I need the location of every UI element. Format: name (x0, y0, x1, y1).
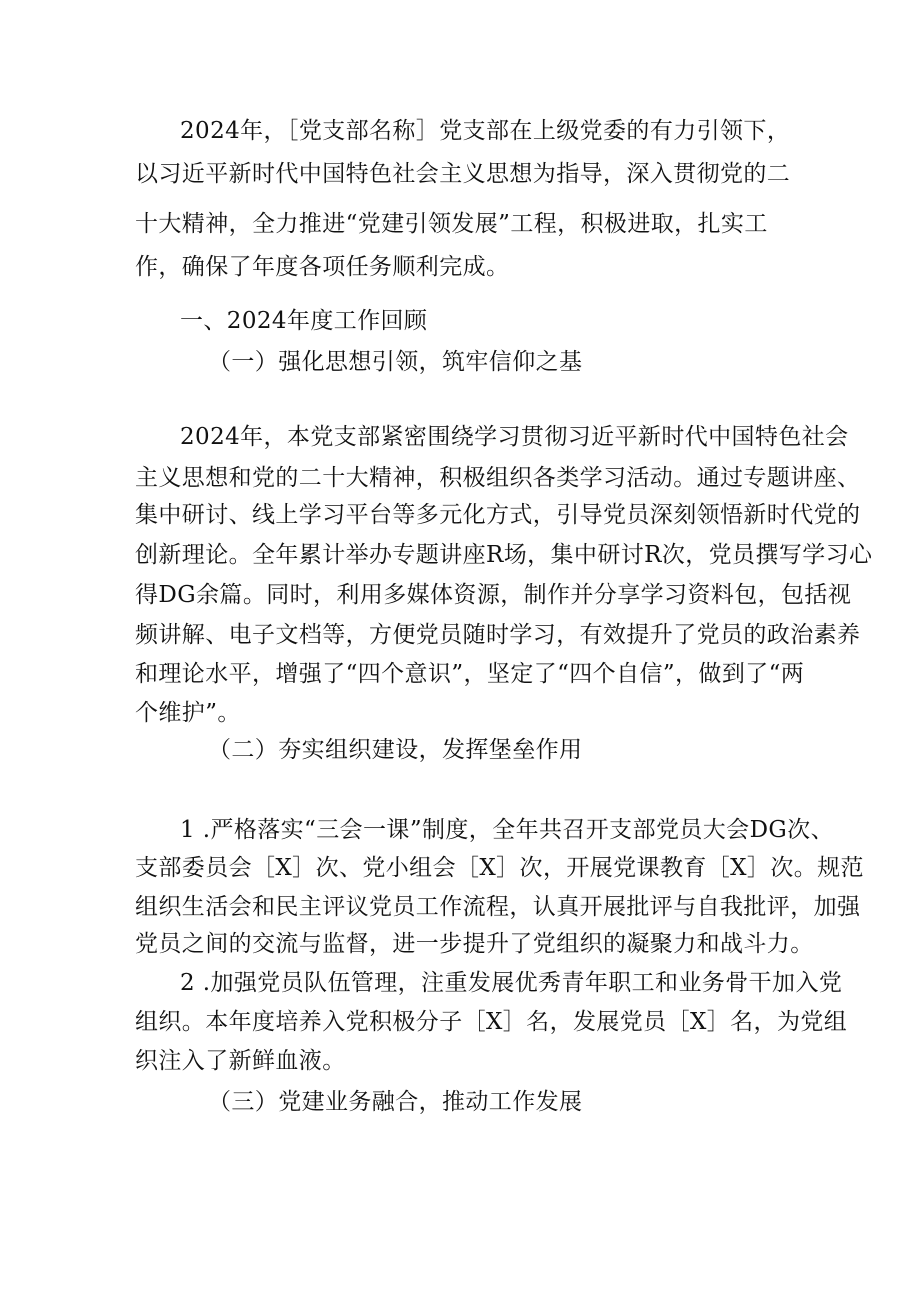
section-1-line-7: 和理论水平，增强了“四个意识”，坚定了“四个自信”，做到了“两 (135, 661, 805, 687)
section-2-item-1-line-2: 支部委员会［X］次、党小组会［X］次，开展党课教育［X］次。规范 (135, 855, 864, 881)
section-1-line-5: 得DG余篇。同时，利用多媒体资源，制作并分享学习资料包，包括视 (135, 582, 852, 608)
section-1-line-2: 主义思想和党的二十大精神，积极组织各类学习活动。通过专题讲座、 (135, 465, 861, 491)
intro-line-1: 2024年，［党支部名称］党支部在上级党委的有力引领下， (180, 118, 791, 144)
intro-line-2: 以习近平新时代中国特色社会主义思想为指导，深入贯彻党的二 (135, 161, 791, 187)
section-2-item-2-line-3: 织注入了新鲜血液。 (135, 1048, 346, 1074)
section-1-title: （一）强化思想引领，筑牢信仰之基 (208, 349, 583, 375)
section-1-line-3: 集中研讨、线上学习平台等多元化方式，引导党员深刻领悟新时代党的 (135, 502, 861, 528)
section-1-line-8: 个维护”。 (135, 700, 241, 726)
section-2-title: （二）夯实组织建设，发挥堡垒作用 (208, 737, 583, 763)
section-2-item-1-line-3: 组织生活会和民主评议党员工作流程，认真开展批评与自我批评，加强 (135, 894, 861, 920)
section-2-item-1-line-1: 1 .严格落实“三会一课”制度，全年共召开支部党员大会DG次、 (180, 817, 834, 843)
section-3-title: （三）党建业务融合，推动工作发展 (208, 1089, 583, 1115)
section-2-item-2-line-2: 组织。本年度培养入党积极分子［X］名，发展党员［X］名，为党组 (135, 1009, 848, 1035)
section-1-line-1: 2024年，本党支部紧密围绕学习贯彻习近平新时代中国特色社会 (180, 424, 849, 450)
section-2-item-2-line-1: 2 .加强党员队伍管理，注重发展优秀青年职工和业务骨干加入党 (180, 970, 843, 996)
section-2-item-1-line-4: 党员之间的交流与监督，进一步提升了党组织的凝聚力和战斗力。 (135, 931, 814, 957)
section-1-line-6: 频讲解、电子文档等，方便党员随时学习，有效提升了党员的政治素养 (135, 622, 861, 648)
heading-work-review: 一、2024年度工作回顾 (180, 308, 428, 334)
intro-line-4: 作，确保了年度各项任务顺利完成。 (135, 254, 510, 280)
section-1-line-4: 创新理论。全年累计举办专题讲座R场，集中研讨R次，党员撰写学习心 (135, 542, 873, 568)
intro-line-3: 十大精神，全力推进“党建引领发展”工程，积极进取，扎实工 (135, 211, 768, 237)
